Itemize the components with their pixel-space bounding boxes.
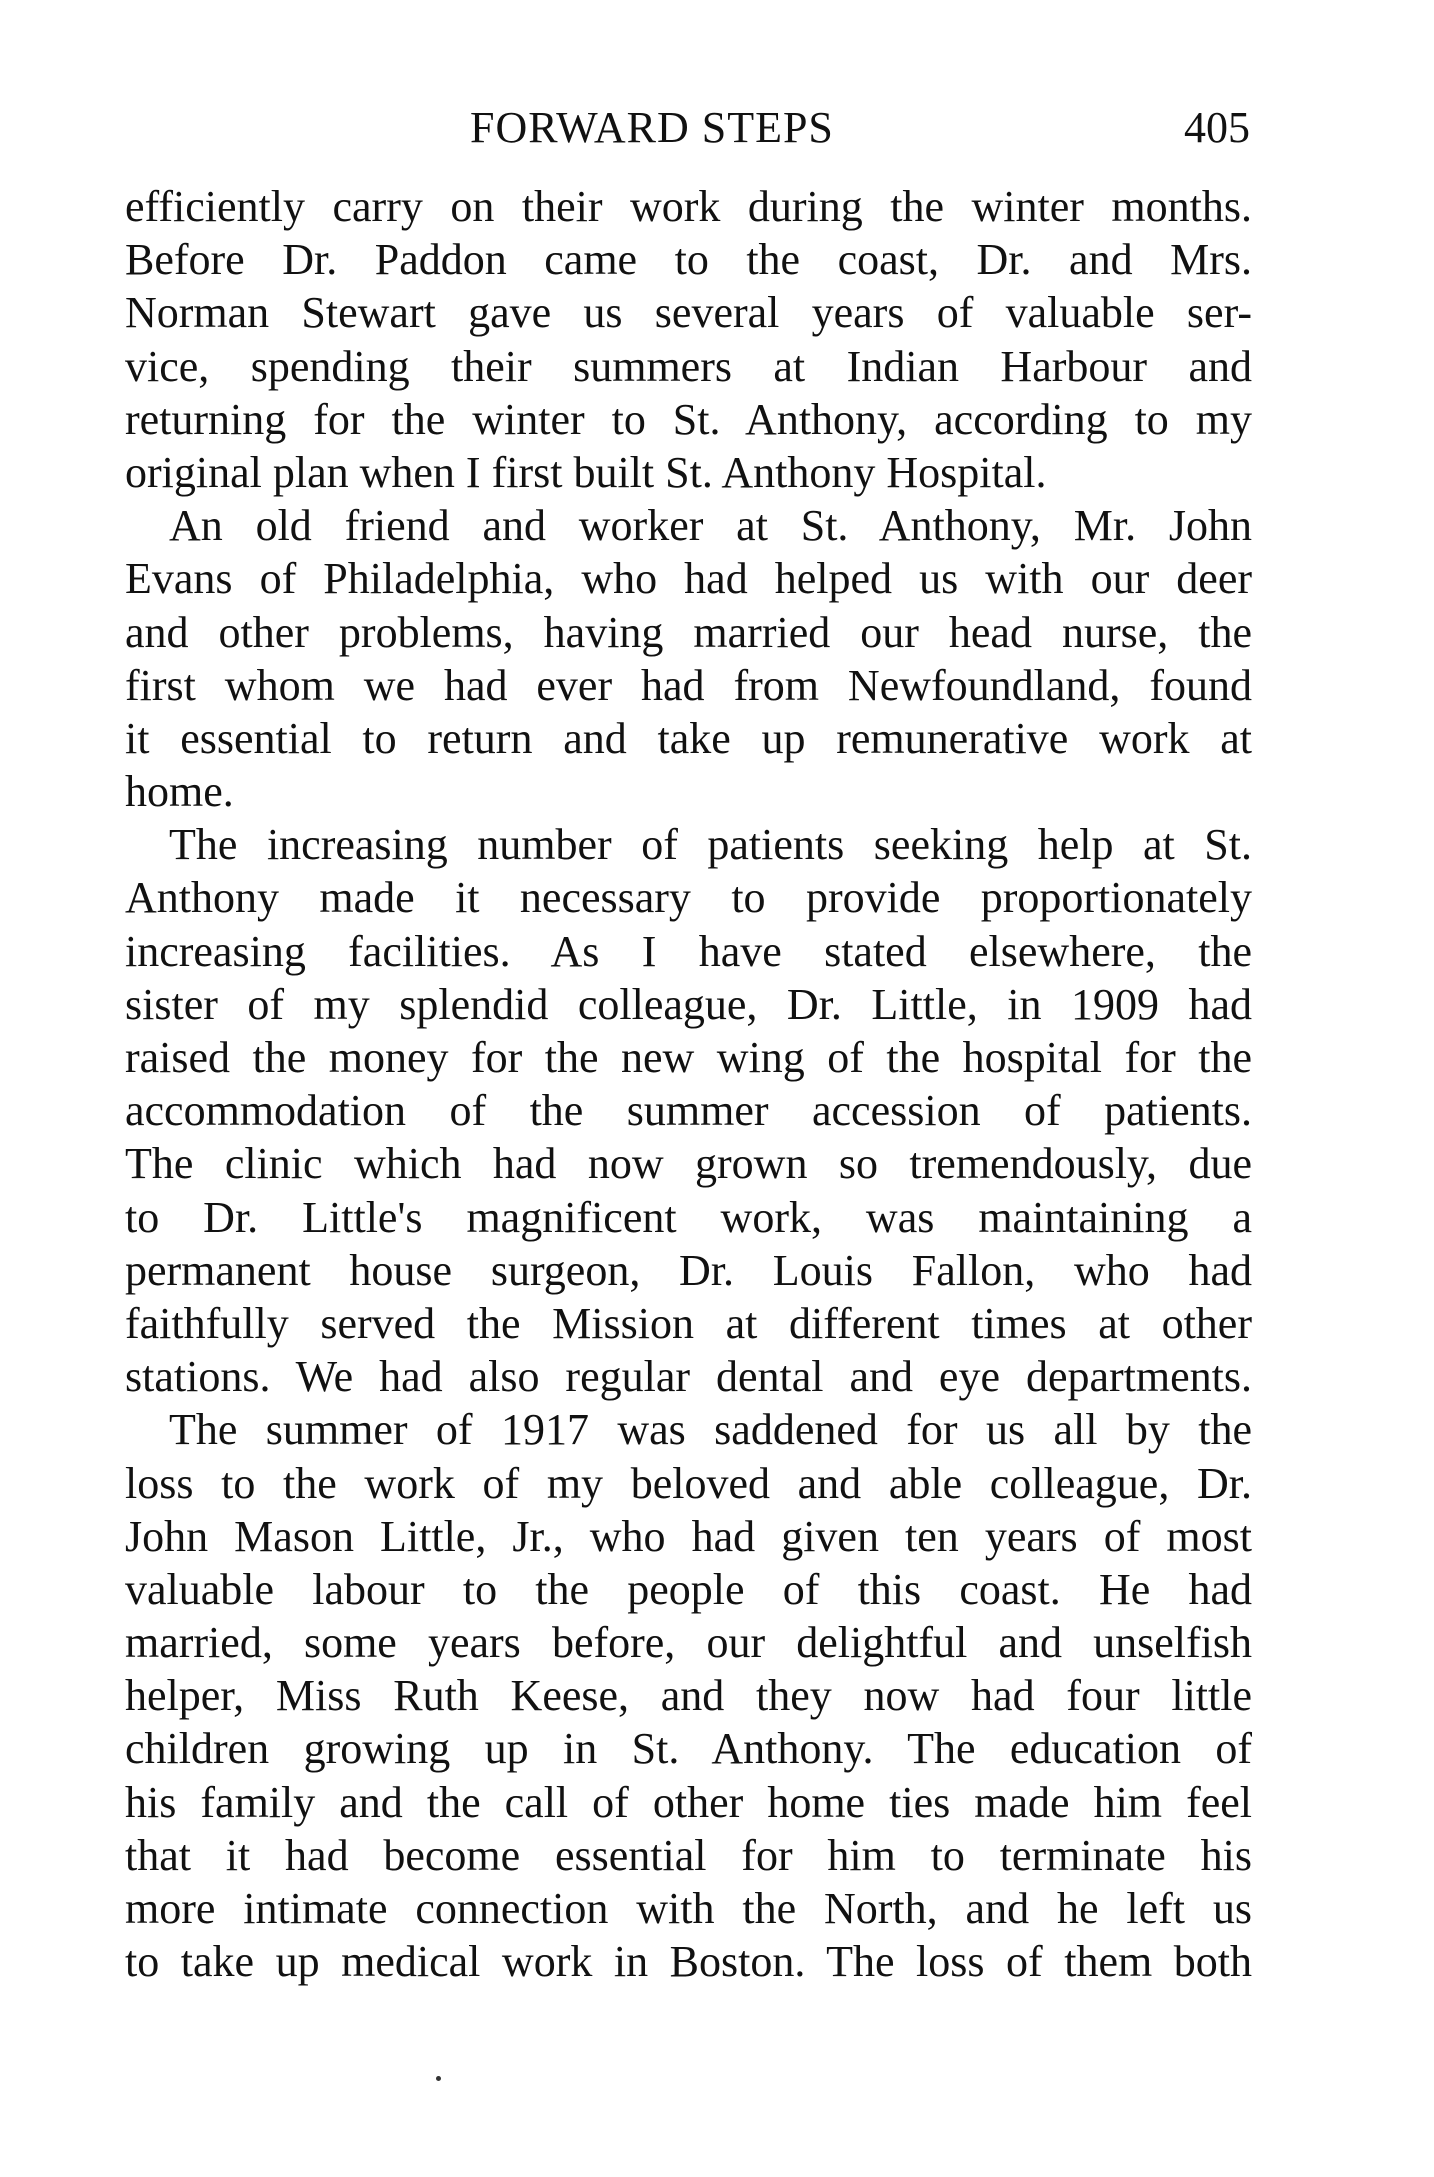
text-line: Before Dr. Paddon came to the coast, Dr. and Mrs. — [125, 235, 1252, 285]
text-line: The clinic which had now grown so tremendously, due — [125, 1139, 1252, 1189]
text-line: Anthony made it necessary to provide proportionately — [125, 873, 1252, 923]
text-line: that it had become essential for him to terminate his — [125, 1830, 1252, 1880]
text-line: vice, spending their summers at Indian Harbour and — [125, 341, 1252, 391]
text-line: helper, Miss Ruth Keese, and they now had four little — [125, 1671, 1252, 1721]
text-line: home. — [125, 767, 234, 817]
text-line: more intimate connection with the North, and he left us — [125, 1884, 1252, 1933]
text-line: permanent house surgeon, Dr. Louis Fallon, who had — [125, 1245, 1252, 1295]
text-line: Norman Stewart gave us several years of valuable ser- — [125, 288, 1252, 338]
body-text — [125, 180, 1252, 1988]
text-line: married, some years before, our delightful and unselfish — [125, 1618, 1252, 1668]
text-line: sister of my splendid colleague, Dr. Little, in 1909 had — [125, 979, 1252, 1029]
text-line: An old friend and worker at St. Anthony, Mr. John — [169, 501, 1252, 551]
text-line: loss to the work of my beloved and able colleague, Dr. — [125, 1458, 1252, 1508]
text-line: raised the money for the new wing of the hospital for the — [125, 1033, 1252, 1082]
text-line: to Dr. Little's magnificent work, was maintaining a — [125, 1192, 1252, 1242]
paragraph — [125, 499, 1252, 818]
text-line: efficiently carry on their work during the winter months. — [125, 182, 1252, 231]
page-number: 405 — [1184, 103, 1250, 152]
text-line: Evans of Philadelphia, who had helped us with our deer — [125, 554, 1252, 604]
running-head: FORWARD STEPS — [470, 103, 834, 152]
text-line: accommodation of the summer accession of patients. — [125, 1086, 1252, 1136]
text-line: returning for the winter to St. Anthony, according to my — [125, 394, 1252, 444]
paragraph — [125, 180, 1252, 499]
page-header — [470, 98, 1250, 158]
paragraph — [125, 1403, 1252, 1988]
text-line: to take up medical work in Boston. The loss of them both — [125, 1937, 1252, 1987]
text-line: valuable labour to the people of this coast. He had — [125, 1564, 1252, 1614]
text-line: original plan when I first built St. Anthony Hospital. — [125, 447, 1047, 497]
text-line: increasing facilities. As I have stated elsewhere, the — [125, 926, 1252, 976]
text-line: it essential to return and take up remunerative work at — [125, 713, 1252, 763]
text-line: first whom we had ever had from Newfoundland, found — [125, 660, 1252, 710]
print-speck — [436, 2076, 441, 2081]
text-line: stations. We had also regular dental and eye departments. — [125, 1352, 1252, 1402]
text-line: faithfully served the Mission at different times at other — [125, 1298, 1252, 1348]
text-line: John Mason Little, Jr., who had given ten years of most — [125, 1511, 1252, 1561]
text-line: The increasing number of patients seeking help at St. — [169, 820, 1252, 870]
text-line: his family and the call of other home ties made him feel — [125, 1777, 1252, 1827]
text-line: children growing up in St. Anthony. The education of — [125, 1724, 1252, 1774]
text-line: and other problems, having married our head nurse, the — [125, 607, 1252, 657]
paragraph — [125, 818, 1252, 1403]
text-line: The summer of 1917 was saddened for us all by the — [169, 1405, 1252, 1455]
